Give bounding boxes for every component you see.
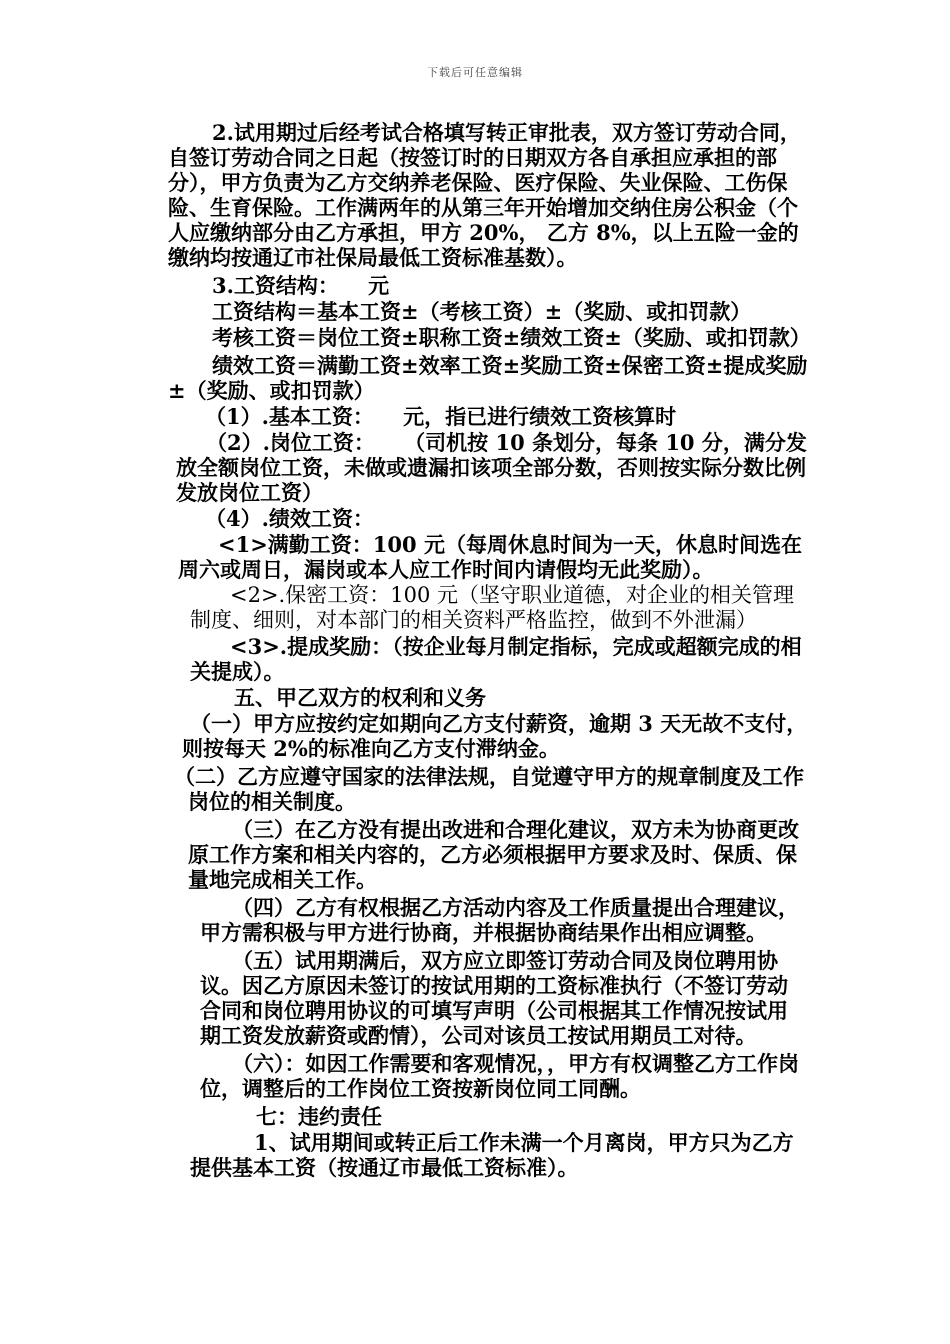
paragraph-obligation-3: （三）在乙方没有提出改进和合理化建议，双方未为协商更改原工作方案和相关内容的，乙方必须根据甲方要求及时、保质、保量地完成相关工作。: [188, 817, 799, 892]
page-header: 下载后可任意编辑: [427, 66, 523, 79]
paragraph-obligation-2: （二）乙方应遵守国家的法律法规，自觉遵守甲方的规章制度及工作岗位的相关制度。: [174, 764, 804, 814]
paragraph-obligation-5: （五）试用期满后，双方应立即签订劳动合同及岗位聘用协议。因乙方原因未签订的按试用期的工资标准执行（不签订劳动合同和岗位聘用协议的可填写声明（公司根据其工作情况按试用期工资发放薪资或酌情），公司对该员工按试用期员工对待。: [200, 948, 788, 1048]
paragraph-obligation-4: （四）乙方有权根据乙方活动内容及工作质量提出合理建议，甲方需积极与甲方进行协商，并根据协商结果作出相应调整。: [200, 895, 799, 945]
paragraph-obligation-1: （一）甲方应按约定如期向乙方支付薪资，逾期 3 天无故不支付，则按每天 2%的标准向乙方支付滞纳金。: [182, 711, 808, 761]
paragraph-performance-salary-title: （4）.绩效工资：: [205, 506, 374, 531]
paragraph-performance-salary-formula: 绩效工资＝满勤工资±效率工资±奖励工资±保密工资±提成奖励±（奖励、或扣罚款）: [168, 353, 808, 403]
document-body: [0, 120, 950, 1181]
paragraph-assessment-salary-formula: 考核工资＝岗位工资±职称工资±绩效工资±（奖励、或扣罚款）: [212, 325, 811, 350]
paragraph-confidentiality-bonus: <2>.保密工资：100 元（坚守职业道德，对企业的相关管理制度、细则，对本部门的相关资料严格监控，做到不外泄漏）: [190, 583, 794, 632]
section-title-rights-obligations: 五、甲乙双方的权利和义务: [234, 685, 486, 710]
section-title-breach-liability: 七：违约责任: [256, 1104, 382, 1129]
paragraph-breach-1: 1、试用期间或转正后工作未满一个月离岗，甲方只为乙方提供基本工资（按通辽市最低工资标准）。: [190, 1130, 794, 1180]
paragraph-salary-structure-title: 3.工资结构： 元: [212, 273, 390, 298]
paragraph-obligation-6: （六）：如因工作需要和客观情况，，甲方有权调整乙方工作岗位，调整后的工作岗位工资按新岗位同工同酬。: [200, 1051, 799, 1101]
paragraph-position-salary: （2）.岗位工资： （司机按 10 条划分，每条 10 分，满分发放全额岗位工资，未做或遗漏扣该项全部分数，否则按实际分数比例发放岗位工资）: [176, 430, 807, 505]
paragraph-attendance-bonus: <1>满勤工资：100 元（每周休息时间为一天，休息时间选在周六或周日，漏岗或本人应工作时间内请假均无此奖励）。: [178, 532, 802, 582]
paragraph-commission-bonus: <3>.提成奖励：（按企业每月制定指标，完成或超额完成的相关提成）。: [190, 634, 802, 684]
paragraph-salary-structure-formula: 工资结构＝基本工资±（考核工资）±（奖励、或扣罚款）: [212, 299, 752, 324]
paragraph-probation-conversion: 2.试用期过后经考试合格填写转正审批表，双方签订劳动合同，自签订劳动合同之日起（按签订时的日期双方各自承担应承担的部分），甲方负责为乙方交纳养老保险、医疗保险、失业保险、工伤保险、生育保险。工作满两年的从第三年开始增加交纳住房公积金（个人应缴纳部分由乙方承担，甲方 20%， 乙方 8%，以上五险一金的缴纳均按通辽市社保局最低工资标准基数）。: [168, 120, 801, 270]
paragraph-base-salary: （1）.基本工资： 元，指已进行绩效工资核算时: [205, 404, 677, 429]
